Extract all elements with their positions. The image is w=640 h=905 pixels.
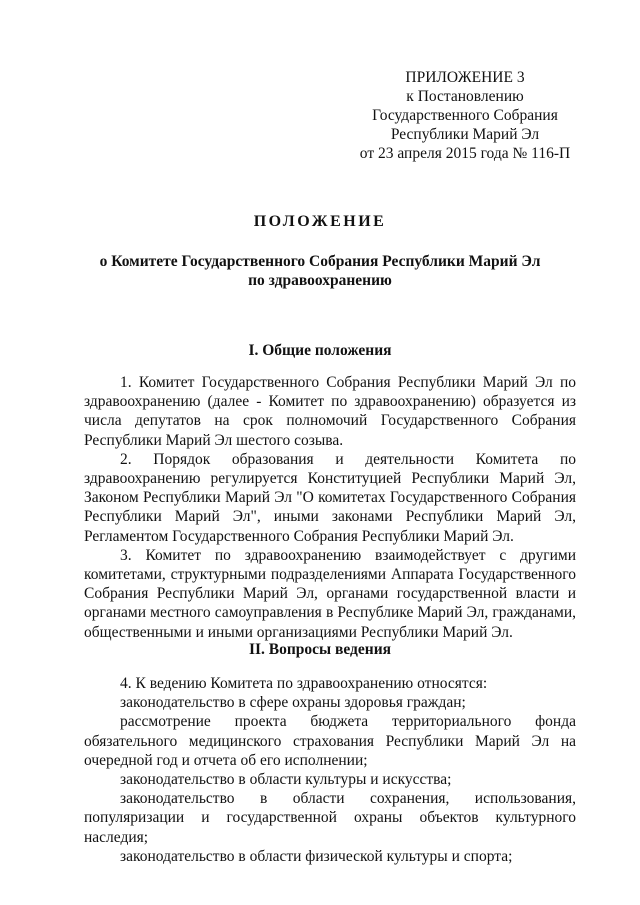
list-item: рассмотрение проекта бюджета территориального фонда обязательного медицинского страхования Республики Марий Эл на очередной год и отчета об его исполнении; bbox=[84, 713, 576, 769]
paragraph-1: 1. Комитет Государственного Собрания Республики Марий Эл по здравоохранению (далее - Комитет по здравоохранению) образуется из числа депутатов на срок полномочий Государственного Собрания Республики Марий Эл шестого созыва. bbox=[84, 374, 576, 449]
paragraph-4: 4. К ведению Комитета по здравоохранению относятся: bbox=[120, 675, 488, 692]
paragraph-3: 3. Комитет по здравоохранению взаимодействует с другими комитетами, структурными подразделениями Аппарата Государственного Собрания Республики Марий Эл, органами государственной власти и органами местного самоуправления в Республике Марий Эл, гражданами, общественными и иными организациями Республики Марий Эл. bbox=[84, 546, 576, 641]
list-item: законодательство в области сохранения, использования, популяризации и государственной охраны объектов культурного наследия; bbox=[84, 790, 576, 846]
list-item: законодательство в области культуры и искусства; bbox=[120, 771, 452, 789]
section-1-heading: I. Общие положения bbox=[248, 342, 392, 359]
list-item: законодательство в сфере охраны здоровья граждан; bbox=[120, 694, 466, 712]
paragraph-2: 2. Порядок образования и деятельности Комитета по здравоохранению регулируется Конституцией Республики Марий Эл, Законом Республики Марий Эл "О комитетах Государственного Собрания Республики Марий Эл", иными законами Республики Марий Эл, Регламентом Государственного Собрания Республики Марий Эл. bbox=[84, 450, 576, 545]
appendix-date: от 23 апреля 2015 года № 116-П bbox=[359, 145, 571, 162]
appendix-republic: Республики Марий Эл bbox=[390, 126, 540, 143]
list-item: законодательство в области физической культуры и спорта; bbox=[120, 847, 513, 865]
subtitle-line-1: о Комитете Государственного Собрания Республики Марий Эл bbox=[99, 253, 541, 270]
section-2-heading: II. Вопросы ведения bbox=[248, 641, 392, 658]
section-2-body bbox=[84, 674, 576, 866]
document-subtitle bbox=[0, 252, 640, 290]
appendix-body: Государственного Собрания bbox=[372, 107, 558, 124]
appendix-header bbox=[330, 68, 600, 163]
appendix-resolution: к Постановлению bbox=[406, 88, 524, 105]
appendix-number: ПРИЛОЖЕНИЕ 3 bbox=[405, 69, 525, 86]
section-1-body bbox=[84, 373, 576, 642]
document-title: ПОЛОЖЕНИЕ bbox=[253, 213, 387, 230]
subtitle-line-2: по здравоохранению bbox=[248, 272, 392, 289]
